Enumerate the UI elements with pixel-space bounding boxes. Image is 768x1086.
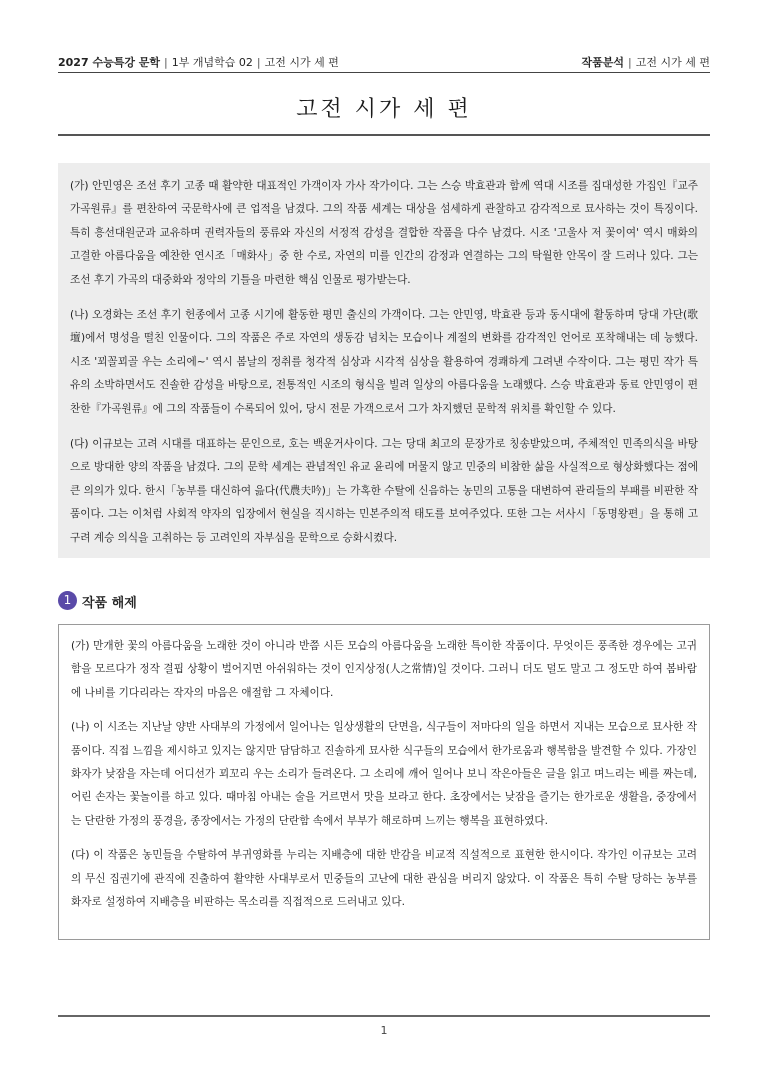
header-separator: | [256, 56, 261, 69]
commentary-ga: (가) 만개한 꽃의 아름다움을 노래한 것이 아니라 반쯤 시든 모습의 아름다움을 노래한 특이한 작품이다. 무엇이든 풍족한 경우에는 고귀함을 모르다가 정작 결핍 상황이 벌어지면 아쉬워하는 것이 인지상정(人之常情)일 것이다. 그러니 더도 덜도 말고 그 정도만 하여 봄바람에 나비를 기다리라는 작자의 마음은 애절함 그 자체이다. [71, 640, 697, 699]
commentary-da: (다) 이 작품은 농민들을 수탈하여 부귀영화를 누리는 지배층에 대한 반감을 비교적 직설적으로 표현한 한시이다. 작가인 이규보는 고려의 무신 집권기에 관직에 진출하여 활약한 사대부로서 민중들의 고난에 대한 관심을 버리지 않았다. 이 작품은 특히 수탈 당하는 농부를 화자로 설정하여 지배층을 비판하는 목소리를 직접적으로 드러내고 있다. [71, 849, 697, 909]
commentary-na: (나) 이 시조는 지난날 양반 사대부의 가정에서 일어나는 일상생활의 단면을, 식구들이 저마다의 일을 하면서 지내는 모습으로 묘사한 작품이다. 직접 느낌을 제시하고 있지는 않지만 담담하고 진솔하게 묘사한 식구들의 모습에서 한가로움과 행복함을 발견할 수 있다. 가장인 화자가 낮잠을 자는데 어디선가 꾀꼬리 우는 소리가 들려온다. 그 소리에 깨어 일어나 보니 작은아들은 글을 읽고 며느리는 베를 짜는데, 어린 손자는 꽃놀이를 하고 있다. 때마침 아내는 술을 거르면서 맛을 보라고 한다. 초장에서는 낮잠을 즐기는 한가로운 생활을, 중장에서는 단란한 가정의 풍경을, 종장에서는 가정의 단란함 속에서 부부가 해로하며 느끼는 행복을 표현하였다. [71, 721, 697, 827]
passage-box [58, 163, 710, 558]
page-number: 1 [380, 1024, 388, 1037]
commentary-box [58, 624, 710, 940]
header-section: 작품분석 [581, 56, 625, 69]
header-left [58, 54, 339, 70]
page-header [58, 50, 710, 72]
footer-divider [58, 1015, 710, 1017]
section-number-badge: 1 [58, 591, 77, 610]
passage-da: (다) 이규보는 고려 시대를 대표하는 문인으로, 호는 백운거사이다. 그는 당대 최고의 문장가로 칭송받았으며, 주체적인 민족의식을 바탕으로 방대한 양의 작품을 남겼다. 그의 문학 세계는 관념적인 유교 윤리에 머물지 않고 민중의 비참한 삶을 사실적으로 형상화했다는 점에 큰 의의가 있다. 한시「농부를 대신하여 읊다(代農夫吟)」는 가혹한 수탈에 신음하는 농민의 고통을 대변하여 관리들의 부패를 비판한 작품이다. 그는 이처럼 사회적 약자의 입장에서 현실을 직시하는 민본주의적 태도를 보여주었다. 또한 그는 서사시「동명왕편」을 통해 고구려 계승 의식을 고취하는 등 고려인의 자부심을 문학으로 승화시켰다. [70, 438, 698, 544]
passage-na: (나) 오경화는 조선 후기 헌종에서 고종 시기에 활동한 평민 출신의 가객이다. 그는 안민영, 박효관 등과 동시대에 활동하며 당대 가단(歌壇)에서 명성을 떨친 인물이다. 그의 작품은 주로 자연의 생동감 넘치는 모습이나 계절의 변화를 감각적인 언어로 포착해내는 데 능했다. 시조 '꾀꼴꾀골 우는 소리에~' 역시 봄날의 정취를 청각적 심상과 시각적 심상을 활용하여 경쾌하게 그려낸 수작이다. 그는 평민 작가 특유의 소박하면서도 진솔한 감성을 바탕으로, 전통적인 시조의 형식을 빌려 일상의 아름다움을 노래했다. 스승 박효관과 동료 안민영이 편찬한『가곡원류』에 그의 작품들이 수록되어 있어, 당시 전문 가객으로서 그가 차지했던 문학적 위치를 확인할 수 있다. [70, 309, 698, 415]
page-title: 고전 시가 세 편 [296, 97, 472, 122]
header-topic: 고전 시가 세 편 [264, 56, 339, 69]
header-separator: | [164, 56, 168, 69]
header-section-topic: 고전 시가 세 편 [635, 56, 710, 69]
header-right [582, 54, 710, 70]
header-separator: | [628, 56, 632, 69]
section-label: 작품 해제 [82, 596, 137, 611]
header-divider [58, 72, 710, 73]
passage-ga: (가) 안민영은 조선 후기 고종 때 활약한 대표적인 가객이자 가사 작가이다. 그는 스승 박효관과 함께 역대 시조를 집대성한 가집인『교주가곡원류』를 편찬하여 국문학사에 큰 업적을 남겼다. 그의 작품 세계는 대상을 섬세하게 관찰하고 감각적으로 묘사하는 것이 특징이다. 특히 흥선대원군과 교유하며 권력자들의 풍류와 자신의 서정적 감성을 결합한 작품을 다수 남겼다. 시조 '고울사 저 꽃이여' 역시 매화의 고결한 아름다움을 예찬한 연시조「매화사」중 한 수로, 자연의 미를 인간의 감정과 연결하는 그의 탁월한 안목이 잘 드러나 있다. 그는 조선 후기 가곡의 대중화와 정악의 기틀을 마련한 핵심 인물로 평가받는다. [70, 180, 698, 286]
header-part: 1부 개념학습 02 [171, 56, 253, 69]
header-book-title: 2027 수능특강 문학 [58, 56, 161, 69]
title-divider [58, 134, 710, 136]
